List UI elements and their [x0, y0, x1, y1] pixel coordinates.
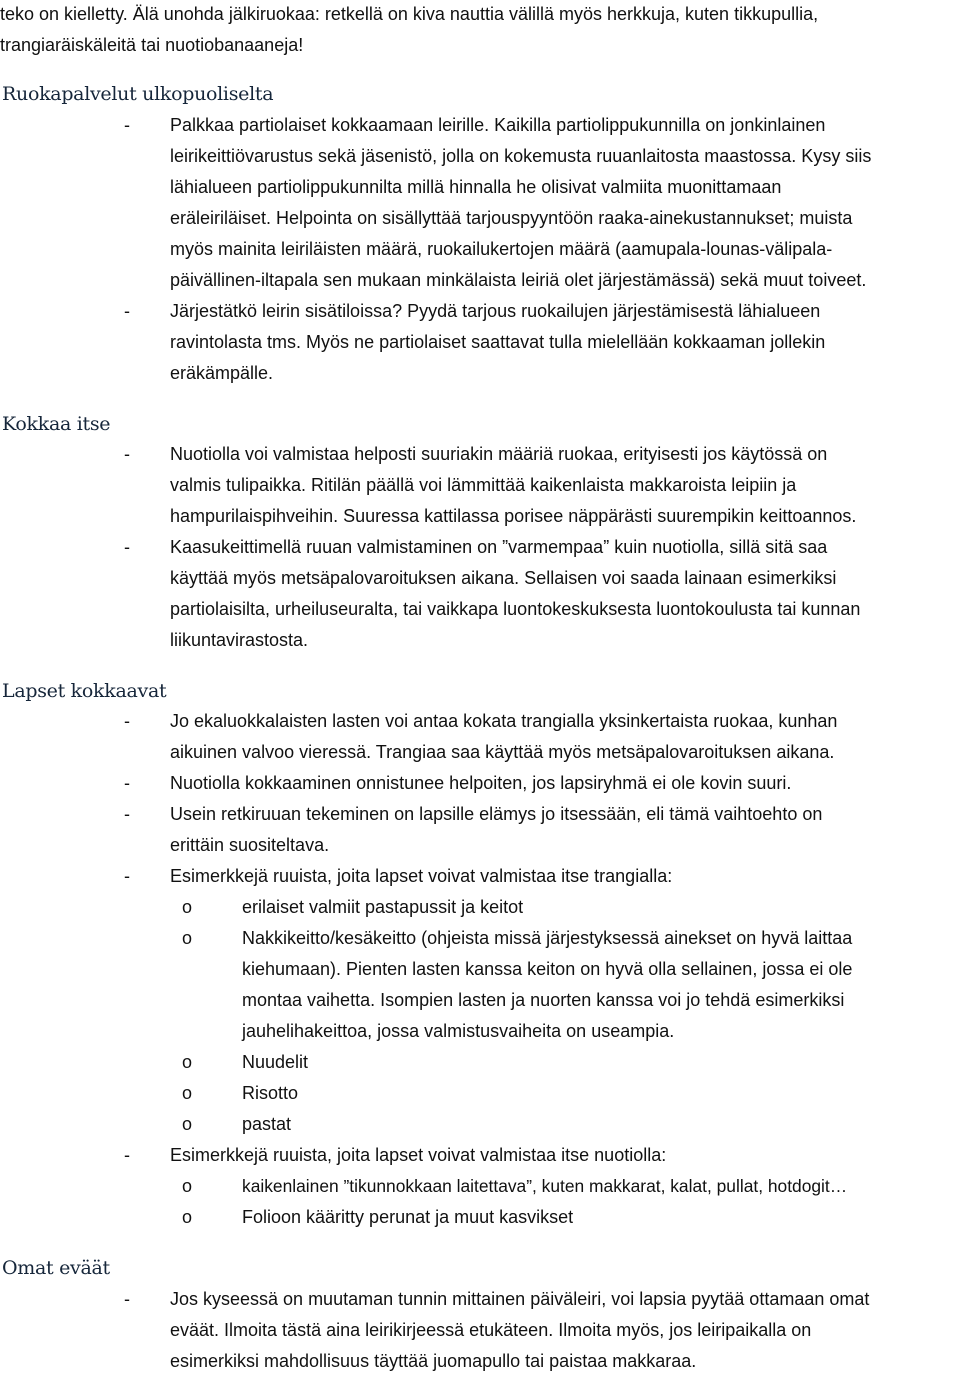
bullet-dash: - — [124, 1289, 130, 1309]
paragraph-line: eräkämpälle. — [170, 363, 274, 383]
bullet-dash: - — [124, 866, 130, 886]
sub-list-item: Nakkikeitto/kesäkeitto (ohjeista missä järjestyksessä ainekset on hyvä laittaa — [242, 928, 853, 948]
intro-line: teko on kielletty. Älä unohda jälkiruokaa: retkellä on kiva nauttia välillä myös herkkuja, kuten tikkupullia, — [0, 4, 819, 24]
paragraph-line: eväät. Ilmoita tästä aina leirikirjeessä etukäteen. Ilmoita myös, jos leiripaikalla on — [170, 1320, 812, 1340]
paragraph-line: leirikeittiövarustus sekä jäsenistö, jolla on kokemusta ruuanlaitosta maastossa. Kysy siis — [170, 146, 872, 166]
section-heading-kids-cooking: Lapset kokkaavat — [2, 680, 167, 702]
paragraph-line: Nuotiolla voi valmistaa helposti suuriakin määriä ruokaa, erityisesti jos käytössä on — [170, 444, 828, 464]
sub-bullet-marker: o — [182, 1114, 193, 1134]
section-heading-cook-yourself: Kokkaa itse — [2, 413, 111, 435]
paragraph-line: ravintolasta tms. Myös ne partiolaiset saattavat tulla mielellään kokkaaman jollekin — [170, 332, 826, 352]
paragraph-line: käyttää myös metsäpalovaroituksen aikana. Sellaisen voi saada lainaan esimerkiksi — [170, 568, 837, 588]
paragraph-line: liikuntavirastosta. — [170, 630, 309, 650]
paragraph-line: päivällinen-iltapala sen mukaan minkälaista leiriä olet järjestämässä) sekä muut toiveet. — [170, 270, 867, 290]
sub-bullet-marker: o — [182, 1207, 193, 1227]
sub-bullet-marker: o — [182, 1052, 193, 1072]
sub-bullet-marker: o — [182, 1176, 193, 1196]
paragraph-line: Esimerkkejä ruuista, joita lapset voivat valmistaa itse nuotiolla: — [170, 1145, 667, 1165]
sub-list-item: montaa vaihetta. Isompien lasten ja nuorten kanssa voi jo tehdä esimerkiksi — [242, 990, 845, 1010]
paragraph-line: hampurilaispihveihin. Suuressa kattilassa porisee näppärästi suurempikin keittoannos. — [170, 506, 857, 526]
paragraph-line: myös mainita leiriläisten määrä, ruokailukertojen määrä (aamupala-lounas-välipala- — [170, 239, 833, 259]
sub-bullet-marker: o — [182, 1083, 193, 1103]
paragraph-line: esimerkiksi mahdollisuus täyttää juomapullo tai paistaa makkaraa. — [170, 1351, 697, 1371]
sub-list-item: kiehumaan). Pienten lasten kanssa keiton on hyvä olla sellainen, jossa ei ole — [242, 959, 853, 979]
paragraph-line: Järjestätkö leirin sisätiloissa? Pyydä tarjous ruokailujen järjestämisestä lähialueen — [170, 301, 821, 321]
bullet-dash: - — [124, 773, 130, 793]
section-heading-own-packed: Omat eväät — [2, 1257, 110, 1279]
paragraph-line: eräleiriläiset. Helpointa on sisällyttää tarjouspyyntöön raaka-ainekustannukset; muista — [170, 208, 853, 228]
intro-line: trangiaräiskäleitä tai nuotiobanaaneja! — [0, 35, 304, 55]
paragraph-line: valmis tulipaikka. Ritilän päällä voi lämmittää kaikenlaista makkaroista leipiin ja — [170, 475, 797, 495]
paragraph-line: Jo ekaluokkalaisten lasten voi antaa kokata trangialla yksinkertaista ruokaa, kunhan — [170, 711, 838, 731]
sub-bullet-marker: o — [182, 928, 193, 948]
sub-list-item: jauhelihakeittoa, jossa valmistusvaiheita on useampia. — [242, 1021, 675, 1041]
bullet-dash: - — [124, 444, 130, 464]
section-heading-catering: Ruokapalvelut ulkopuoliselta — [2, 83, 274, 105]
sub-list-item: kaikenlainen ”tikunnokkaan laitettava”, kuten makkarat, kalat, pullat, hotdogit… — [242, 1176, 848, 1196]
paragraph-line: Nuotiolla kokkaaminen onnistunee helpoiten, jos lapsiryhmä ei ole kovin suuri. — [170, 773, 792, 793]
paragraph-line: partiolaisilta, urheiluseuralta, tai vaikkapa luontokeskuksesta luontokoulusta tai kunnan — [170, 599, 861, 619]
paragraph-line: Esimerkkejä ruuista, joita lapset voivat valmistaa itse trangialla: — [170, 866, 673, 886]
paragraph-line: Jos kyseessä on muutaman tunnin mittainen päiväleiri, voi lapsia pyytää ottamaan omat — [170, 1289, 870, 1309]
bullet-dash: - — [124, 804, 130, 824]
sub-list-item: Nuudelit — [242, 1052, 309, 1072]
bullet-dash: - — [124, 1145, 130, 1165]
sub-list-item: erilaiset valmiit pastapussit ja keitot — [242, 897, 524, 917]
paragraph-line: Kaasukeittimellä ruuan valmistaminen on ”varmempaa” kuin nuotiolla, sillä sitä saa — [170, 537, 828, 557]
sub-list-item: Folioon kääritty perunat ja muut kasvikset — [242, 1207, 574, 1227]
paragraph-line: aikuinen valvoo vieressä. Trangiaa saa käyttää myös metsäpalovaroituksen aikana. — [170, 742, 835, 762]
bullet-dash: - — [124, 711, 130, 731]
paragraph-line: erittäin suositeltava. — [170, 835, 330, 855]
sub-list-item: pastat — [242, 1114, 292, 1134]
sub-bullet-marker: o — [182, 897, 193, 917]
paragraph-line: Usein retkiruuan tekeminen on lapsille elämys jo itsessään, eli tämä vaihtoehto on — [170, 804, 823, 824]
bullet-dash: - — [124, 301, 130, 321]
sub-list-item: Risotto — [242, 1083, 299, 1103]
bullet-dash: - — [124, 537, 130, 557]
bullet-dash: - — [124, 115, 130, 135]
paragraph-line: Palkkaa partiolaiset kokkaamaan leirille. Kaikilla partiolippukunnilla on jonkinlainen — [170, 115, 826, 135]
paragraph-line: lähialueen partiolippukunnilta millä hinnalla he olisivat valmiita muonittamaan — [170, 177, 782, 197]
